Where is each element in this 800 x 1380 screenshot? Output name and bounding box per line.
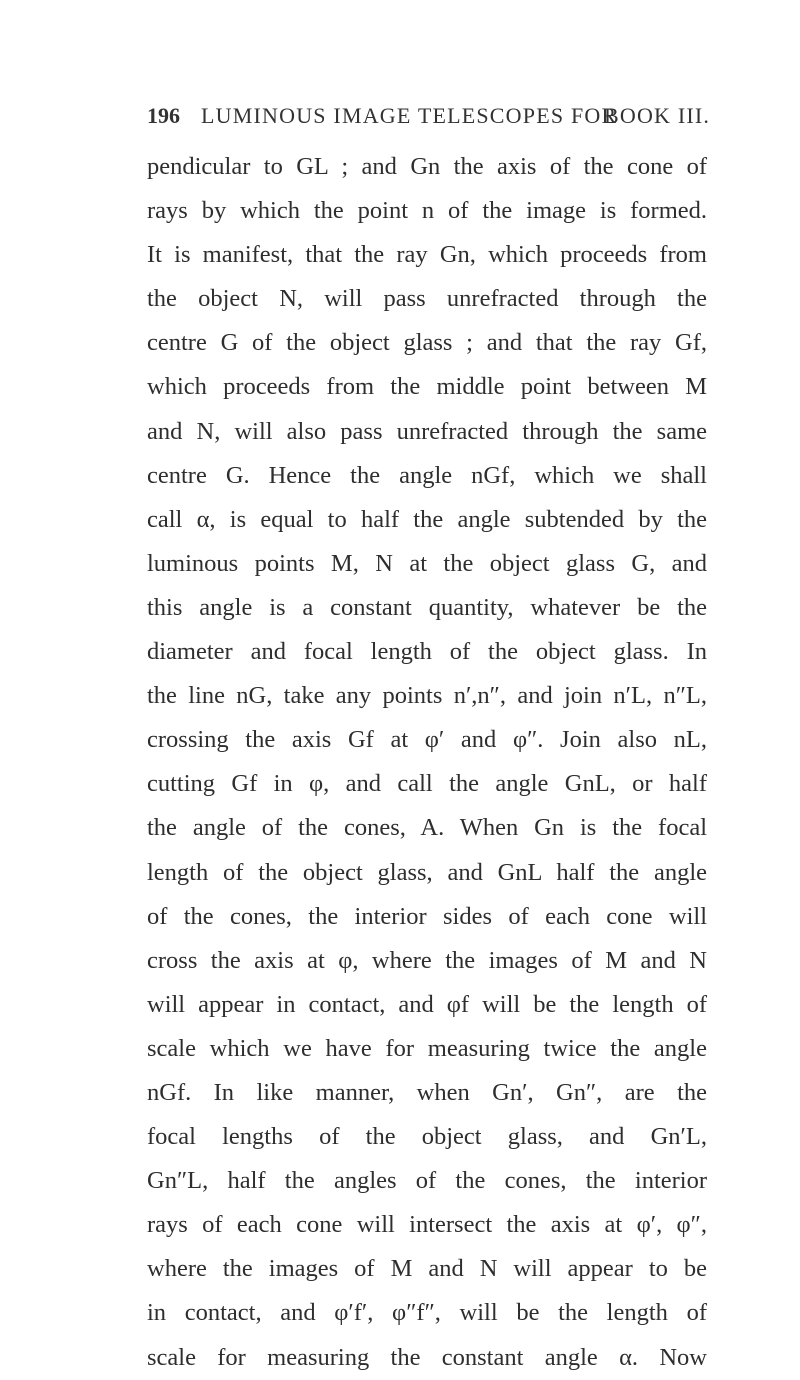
text-line: centre G. Hence the angle nGf, which we shall (147, 461, 707, 489)
page-number: 196 (147, 103, 180, 128)
text-line: pendicular to GL ; and Gn the axis of the cone of (147, 153, 707, 180)
text-line: rays of each cone will intersect the axis at φ′, φ″, (147, 1211, 707, 1239)
text-line: length of the object glass, and GnL half the angle (147, 858, 707, 886)
text-line: and N, will also pass unrefracted through the same (147, 417, 707, 445)
book-label: BOOK III. (604, 103, 711, 128)
text-line: nGf. In like manner, when Gn′, Gn″, are the (147, 1078, 707, 1106)
text-line: the object N, will pass unrefracted through the (147, 285, 707, 313)
text-line: in contact, and φ′f′, φ″f″, will be the length of (147, 1299, 707, 1327)
text-line: crossing the axis Gf at φ′ and φ″. Join also nL, (147, 726, 707, 754)
text-line: Gn″L, half the angles of the cones, the interior (147, 1167, 707, 1195)
text-line: will appear in contact, and φf will be the length of (147, 990, 707, 1018)
text-line: cross the axis at φ, where the images of M and N (147, 946, 707, 974)
text-line: the angle of the cones, A. When Gn is the focal (147, 814, 707, 842)
text-line: centre G of the object glass ; and that the ray Gf, (147, 329, 707, 357)
text-line: the line nG, take any points n′,n″, and join n′L, n″L, (147, 682, 707, 710)
text-line: luminous points M, N at the object glass G, and (147, 549, 707, 577)
body-text (147, 145, 707, 1380)
text-line: diameter and focal length of the object glass. In (147, 638, 707, 666)
running-title: LUMINOUS IMAGE TELESCOPES FOR (201, 103, 618, 128)
running-head (147, 103, 711, 133)
text-line: which proceeds from the middle point between M (147, 373, 707, 401)
text-line: of the cones, the interior sides of each cone will (147, 902, 707, 930)
text-line: rays by which the point n of the image is formed. (147, 197, 707, 225)
text-line: scale which we have for measuring twice the angle (147, 1034, 707, 1062)
text-line: cutting Gf in φ, and call the angle GnL, or half (147, 770, 707, 798)
text-line: this angle is a constant quantity, whatever be the (147, 593, 707, 621)
text-line: focal lengths of the object glass, and Gn′L, (147, 1123, 707, 1151)
text-line: scale for measuring the constant angle α. Now (147, 1343, 707, 1371)
text-line: call α, is equal to half the angle subtended by the (147, 505, 707, 533)
text-line: It is manifest, that the ray Gn, which proceeds from (147, 241, 707, 269)
text-line: where the images of M and N will appear to be (147, 1255, 707, 1283)
